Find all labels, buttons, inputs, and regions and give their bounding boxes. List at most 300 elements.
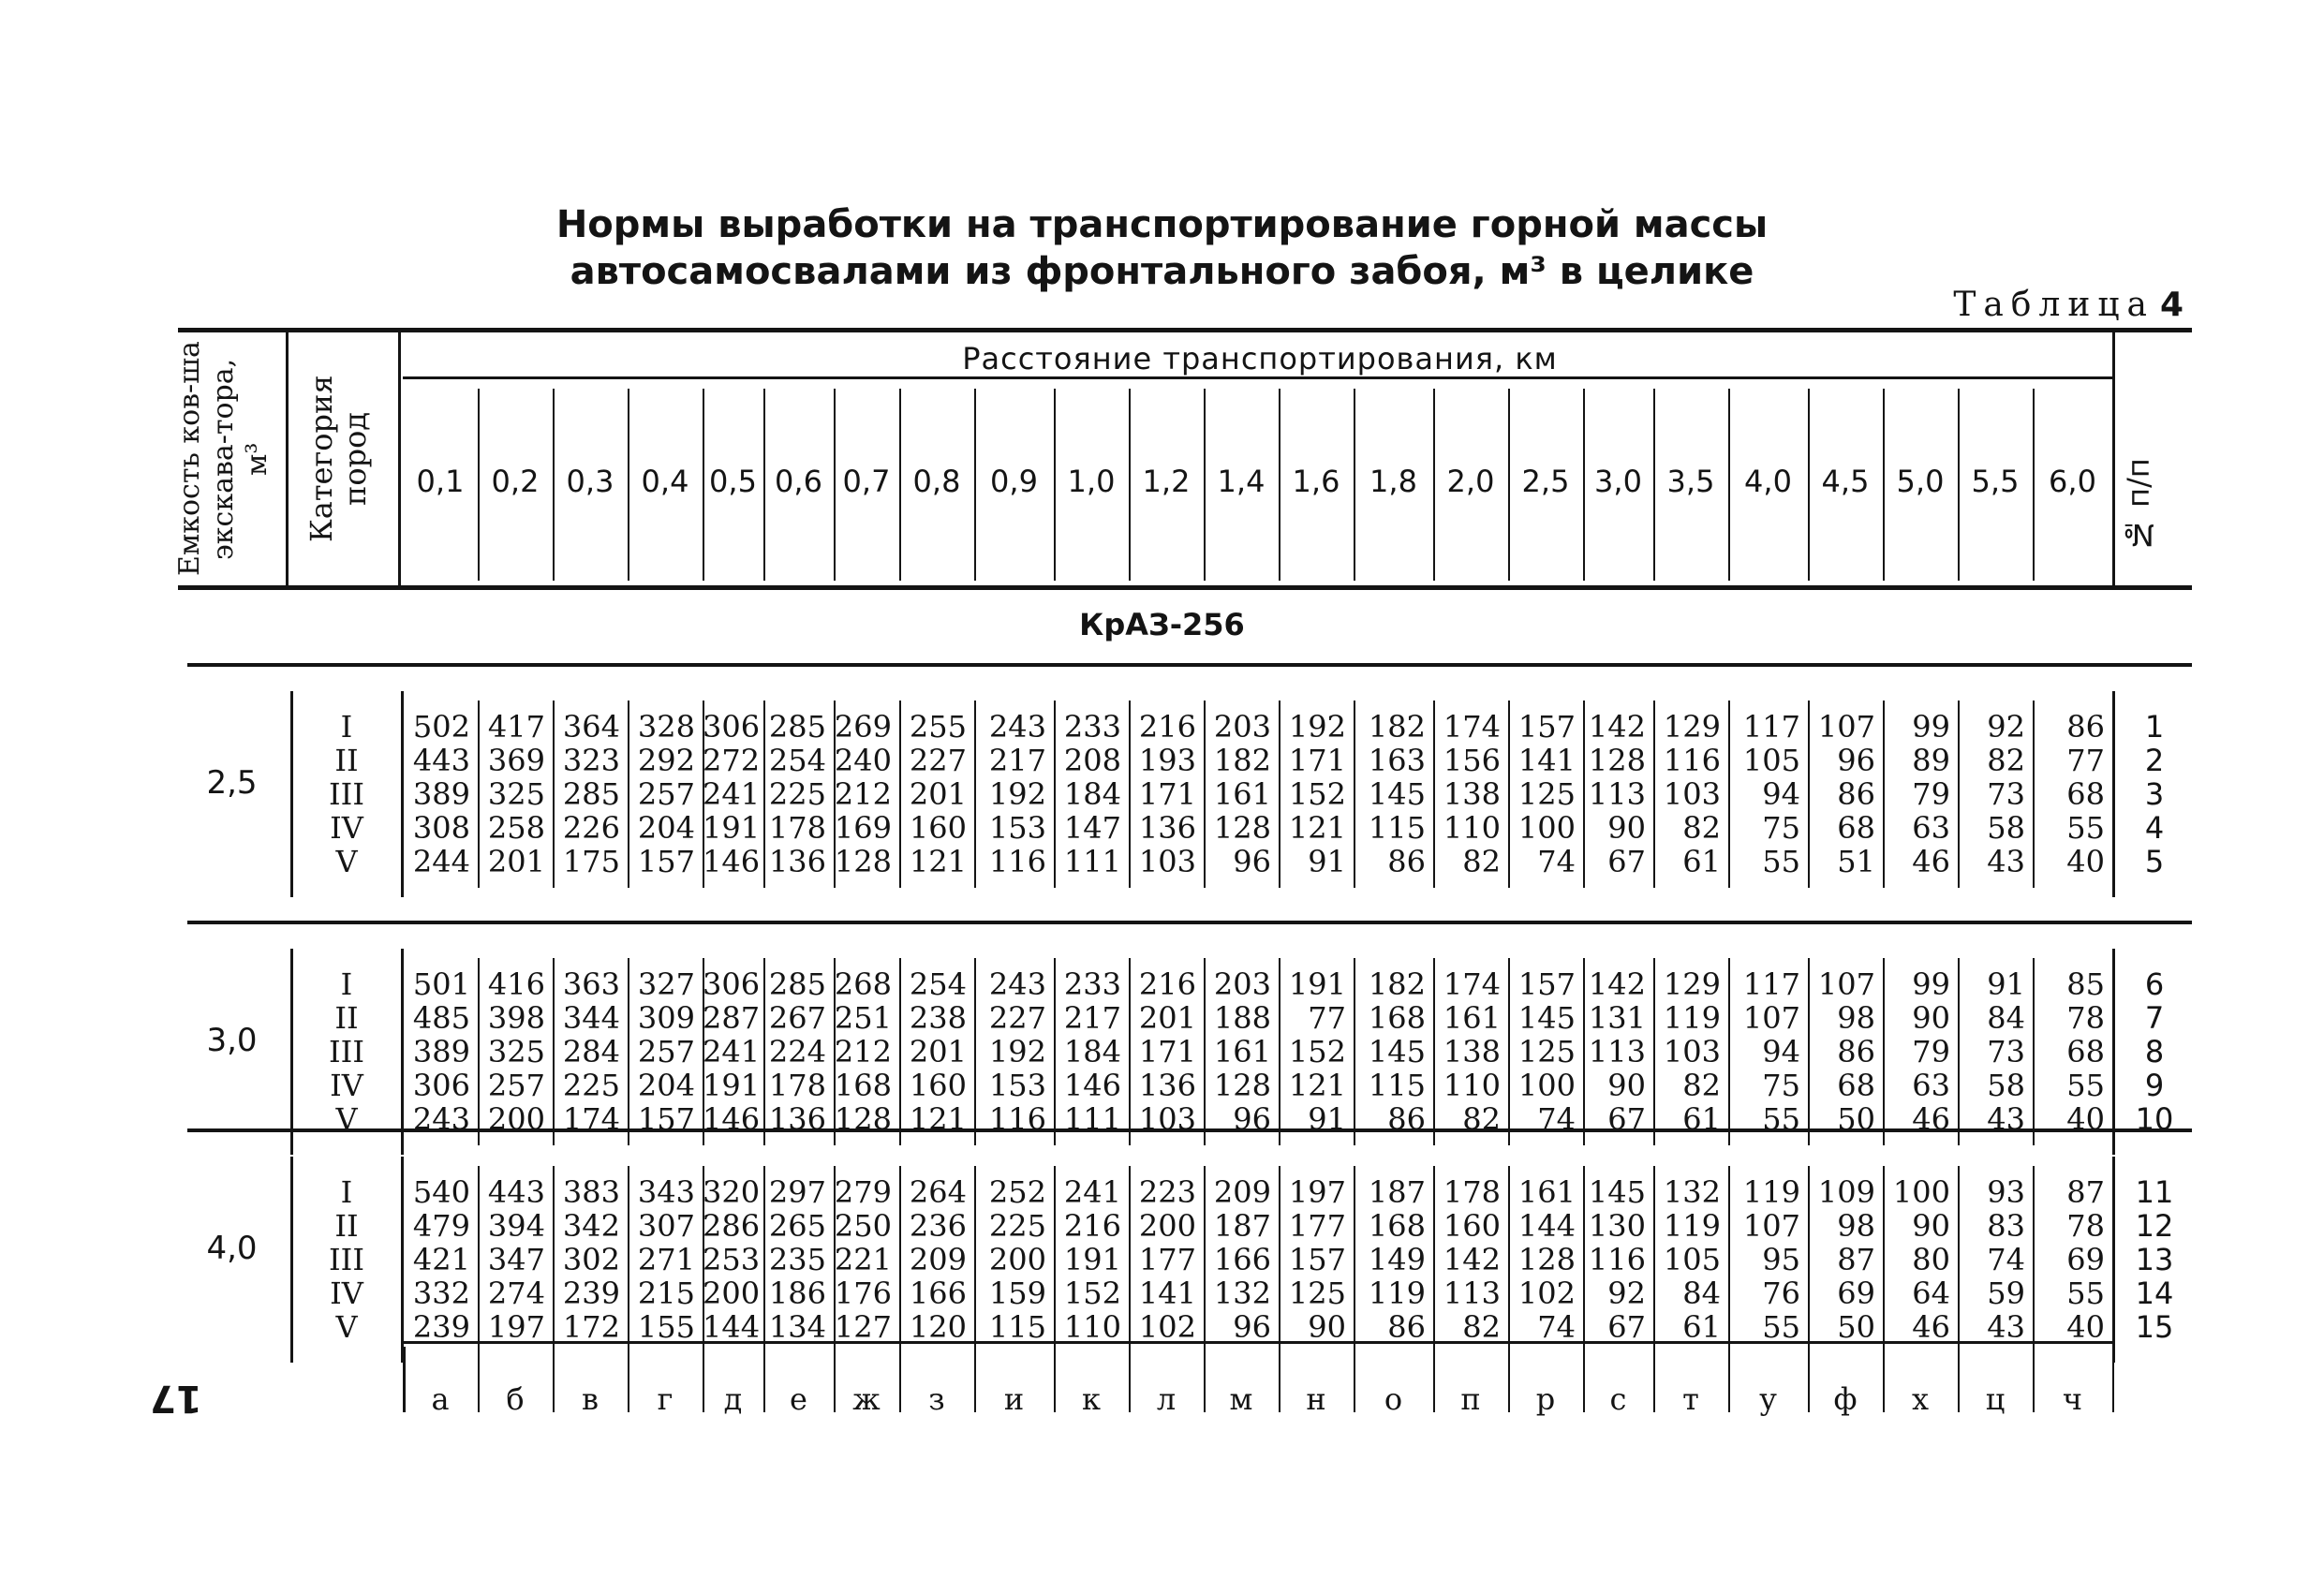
table-cell: 61 bbox=[1682, 844, 1721, 879]
table-cell: 58 bbox=[1987, 1068, 2025, 1103]
table-cell: 200 bbox=[703, 1276, 761, 1311]
distance-header: 5,5 bbox=[1971, 464, 2020, 499]
table-cell: 171 bbox=[1138, 1034, 1196, 1069]
table-cell: 171 bbox=[1288, 743, 1346, 778]
vline-block-category bbox=[290, 1157, 293, 1363]
table-cell: 306 bbox=[703, 966, 761, 1002]
table-cell: 201 bbox=[909, 776, 967, 812]
table-cell: 212 bbox=[834, 1034, 892, 1069]
table-cell: 132 bbox=[1663, 1174, 1721, 1210]
distance-header: 0,2 bbox=[491, 464, 540, 499]
table-cell: 203 bbox=[1213, 966, 1271, 1002]
distance-header: 0,5 bbox=[709, 464, 757, 499]
table-cell: 113 bbox=[1443, 1276, 1501, 1311]
table-cell: 92 bbox=[1987, 709, 2025, 745]
table-cell: 200 bbox=[1138, 1208, 1196, 1244]
table-cell: 96 bbox=[1837, 743, 1875, 778]
table-cell: 90 bbox=[1607, 810, 1646, 846]
header-category: Категория пород bbox=[303, 375, 373, 543]
table-cell: 109 bbox=[1817, 1174, 1875, 1210]
table-cell: 485 bbox=[412, 1000, 470, 1036]
table-cell: 146 bbox=[703, 844, 761, 879]
table-cell: 86 bbox=[1387, 1309, 1426, 1345]
column-letter: т bbox=[1682, 1381, 1699, 1417]
table-cell: 40 bbox=[2066, 844, 2105, 879]
table-cell: 91 bbox=[1987, 966, 2025, 1002]
category-label: I bbox=[340, 1174, 353, 1210]
rule-header-bottom bbox=[178, 585, 2192, 590]
table-cell: 332 bbox=[412, 1276, 470, 1311]
title-line-2: автосамосвалами из фронтального забоя, м³ в целике bbox=[570, 250, 1754, 293]
table-cell: 235 bbox=[768, 1242, 826, 1277]
table-cell: 142 bbox=[1588, 966, 1646, 1002]
title-line-1: Нормы выработки на транспортирование горной массы bbox=[555, 203, 1769, 246]
table-cell: 215 bbox=[637, 1276, 695, 1311]
table-cell: 479 bbox=[412, 1208, 470, 1244]
table-cell: 91 bbox=[1308, 844, 1346, 879]
table-cell: 90 bbox=[1912, 1000, 1950, 1036]
distance-header: 4,5 bbox=[1821, 464, 1870, 499]
distance-header: 2,0 bbox=[1446, 464, 1495, 499]
table-cell: 75 bbox=[1762, 1068, 1800, 1103]
table-cell: 342 bbox=[562, 1208, 620, 1244]
table-cell: 224 bbox=[768, 1034, 826, 1069]
table-cell: 69 bbox=[1837, 1276, 1875, 1311]
table-cell: 160 bbox=[1443, 1208, 1501, 1244]
table-cell: 142 bbox=[1588, 709, 1646, 745]
table-cell: 136 bbox=[768, 844, 826, 879]
row-number: 7 bbox=[2144, 1000, 2165, 1036]
table-cell: 90 bbox=[1308, 1309, 1346, 1345]
table-cell: 43 bbox=[1987, 1101, 2025, 1137]
table-cell: 241 bbox=[1063, 1174, 1121, 1210]
category-label: II bbox=[334, 1000, 359, 1036]
distance-header: 0,1 bbox=[416, 464, 465, 499]
table-cell: 201 bbox=[487, 844, 545, 879]
table-cell: 68 bbox=[1837, 810, 1875, 846]
table-cell: 159 bbox=[988, 1276, 1046, 1311]
table-cell: 174 bbox=[1443, 709, 1501, 745]
table-cell: 100 bbox=[1517, 810, 1576, 846]
table-cell: 225 bbox=[562, 1068, 620, 1103]
column-letter: с bbox=[1609, 1381, 1627, 1417]
column-letter: з bbox=[928, 1381, 945, 1417]
table-cell: 82 bbox=[1462, 1309, 1501, 1345]
row-number: 9 bbox=[2144, 1068, 2165, 1103]
column-letter: ж bbox=[852, 1381, 881, 1417]
table-cell: 204 bbox=[637, 1068, 695, 1103]
row-number: 5 bbox=[2144, 844, 2165, 879]
table-cell: 153 bbox=[988, 1068, 1046, 1103]
table-cell: 255 bbox=[909, 709, 967, 745]
table-cell: 177 bbox=[1288, 1208, 1346, 1244]
table-cell: 221 bbox=[834, 1242, 892, 1277]
table-cell: 187 bbox=[1213, 1208, 1271, 1244]
table-cell: 287 bbox=[703, 1000, 761, 1036]
table-cell: 268 bbox=[834, 966, 892, 1002]
distance-header: 0,3 bbox=[566, 464, 614, 499]
table-cell: 86 bbox=[1837, 776, 1875, 812]
table-cell: 178 bbox=[768, 810, 826, 846]
table-cell: 191 bbox=[1288, 966, 1346, 1002]
row-number: 11 bbox=[2135, 1174, 2174, 1210]
table-cell: 182 bbox=[1368, 709, 1426, 745]
table-cell: 128 bbox=[1588, 743, 1646, 778]
table-cell: 90 bbox=[1607, 1068, 1646, 1103]
table-cell: 146 bbox=[703, 1101, 761, 1137]
rule-block-1 bbox=[187, 663, 2192, 667]
table-cell: 182 bbox=[1213, 743, 1271, 778]
table-cell: 251 bbox=[834, 1000, 892, 1036]
table-cell: 59 bbox=[1987, 1276, 2025, 1311]
section-label-kraz: КрАЗ-256 bbox=[1079, 607, 1245, 642]
table-cell: 174 bbox=[562, 1101, 620, 1137]
row-number: 15 bbox=[2135, 1309, 2174, 1345]
table-cell: 284 bbox=[562, 1034, 620, 1069]
table-cell: 161 bbox=[1213, 1034, 1271, 1069]
table-cell: 193 bbox=[1138, 743, 1196, 778]
table-cell: 40 bbox=[2066, 1309, 2105, 1345]
table-cell: 209 bbox=[1213, 1174, 1271, 1210]
column-letter: е bbox=[790, 1381, 807, 1417]
table-cell: 142 bbox=[1443, 1242, 1501, 1277]
table-cell: 131 bbox=[1588, 1000, 1646, 1036]
table-cell: 116 bbox=[1663, 743, 1721, 778]
table-cell: 82 bbox=[1462, 844, 1501, 879]
table-cell: 147 bbox=[1063, 810, 1121, 846]
row-number: 12 bbox=[2135, 1208, 2174, 1244]
header-capacity: Емкость ков-ша экскава-тора, м³ bbox=[173, 341, 274, 577]
table-cell: 306 bbox=[703, 709, 761, 745]
table-cell: 43 bbox=[1987, 1309, 2025, 1345]
table-cell: 327 bbox=[637, 966, 695, 1002]
table-cell: 226 bbox=[562, 810, 620, 846]
table-cell: 257 bbox=[637, 1034, 695, 1069]
rule-top bbox=[178, 328, 2192, 332]
distance-header: 3,5 bbox=[1666, 464, 1715, 499]
table-cell: 74 bbox=[1987, 1242, 2025, 1277]
table-cell: 152 bbox=[1288, 1034, 1346, 1069]
table-cell: 272 bbox=[703, 743, 761, 778]
table-cell: 119 bbox=[1368, 1276, 1426, 1311]
table-cell: 279 bbox=[834, 1174, 892, 1210]
table-cell: 80 bbox=[1912, 1242, 1950, 1277]
row-number: 1 bbox=[2144, 709, 2165, 745]
table-cell: 107 bbox=[1817, 966, 1875, 1002]
table-cell: 254 bbox=[909, 966, 967, 1002]
table-cell: 55 bbox=[1762, 1101, 1800, 1137]
table-cell: 152 bbox=[1288, 776, 1346, 812]
table-cell: 201 bbox=[909, 1034, 967, 1069]
category-label: V bbox=[335, 844, 358, 879]
table-cell: 136 bbox=[768, 1101, 826, 1137]
distance-header: 1,8 bbox=[1369, 464, 1417, 499]
table-cell: 121 bbox=[909, 1101, 967, 1137]
table-cell: 98 bbox=[1837, 1208, 1875, 1244]
category-label: III bbox=[329, 1242, 364, 1277]
category-label: V bbox=[335, 1309, 358, 1345]
table-cell: 77 bbox=[2066, 743, 2105, 778]
table-cell: 99 bbox=[1912, 709, 1950, 745]
table-cell: 328 bbox=[637, 709, 695, 745]
table-cell: 443 bbox=[412, 743, 470, 778]
table-cell: 297 bbox=[768, 1174, 826, 1210]
table-cell: 502 bbox=[412, 709, 470, 745]
table-cell: 110 bbox=[1443, 1068, 1501, 1103]
table-cell: 82 bbox=[1987, 743, 2025, 778]
table-cell: 145 bbox=[1588, 1174, 1646, 1210]
table-cell: 79 bbox=[1912, 1034, 1950, 1069]
table-cell: 55 bbox=[2066, 810, 2105, 846]
table-cell: 166 bbox=[909, 1276, 967, 1311]
table-cell: 107 bbox=[1817, 709, 1875, 745]
table-cell: 421 bbox=[412, 1242, 470, 1277]
header-distance-title: Расстояние транспортирования, км bbox=[962, 341, 1558, 376]
column-letter: п bbox=[1460, 1381, 1481, 1417]
row-number: 13 bbox=[2135, 1242, 2174, 1277]
table-title bbox=[0, 201, 2324, 295]
table-cell: 116 bbox=[988, 844, 1046, 879]
table-cell: 68 bbox=[2066, 776, 2105, 812]
table-cell: 67 bbox=[1607, 1101, 1646, 1137]
table-cell: 121 bbox=[1288, 1068, 1346, 1103]
table-cell: 233 bbox=[1063, 966, 1121, 1002]
table-cell: 77 bbox=[1308, 1000, 1346, 1036]
rule-distance bbox=[403, 376, 2112, 379]
table-cell: 227 bbox=[988, 1000, 1046, 1036]
table-cell: 93 bbox=[1987, 1174, 2025, 1210]
table-cell: 347 bbox=[487, 1242, 545, 1277]
table-cell: 192 bbox=[988, 776, 1046, 812]
table-cell: 141 bbox=[1138, 1276, 1196, 1311]
table-cell: 92 bbox=[1607, 1276, 1646, 1311]
table-cell: 64 bbox=[1912, 1276, 1950, 1311]
category-label: IV bbox=[330, 810, 363, 846]
vline-category bbox=[398, 332, 401, 585]
table-cell: 144 bbox=[703, 1309, 761, 1345]
column-letter: г bbox=[657, 1381, 674, 1417]
table-cell: 105 bbox=[1742, 743, 1800, 778]
table-cell: 209 bbox=[909, 1242, 967, 1277]
distance-header: 1,6 bbox=[1292, 464, 1340, 499]
table-cell: 116 bbox=[1588, 1242, 1646, 1277]
table-cell: 86 bbox=[1387, 844, 1426, 879]
table-cell: 188 bbox=[1213, 1000, 1271, 1036]
header-row-number: № п/п bbox=[2121, 458, 2156, 553]
table-cell: 68 bbox=[1837, 1068, 1875, 1103]
vline-letter bbox=[2112, 1347, 2114, 1412]
table-cell: 417 bbox=[487, 709, 545, 745]
table-cell: 191 bbox=[703, 1068, 761, 1103]
table-cell: 203 bbox=[1213, 709, 1271, 745]
vline-block-category bbox=[290, 949, 293, 1155]
column-letter: л bbox=[1156, 1381, 1177, 1417]
table-cell: 119 bbox=[1663, 1208, 1721, 1244]
table-cell: 152 bbox=[1063, 1276, 1121, 1311]
table-cell: 78 bbox=[2066, 1208, 2105, 1244]
table-cell: 258 bbox=[487, 810, 545, 846]
distance-header: 4,0 bbox=[1744, 464, 1792, 499]
table-cell: 292 bbox=[637, 743, 695, 778]
row-number: 2 bbox=[2144, 743, 2165, 778]
table-cell: 129 bbox=[1663, 709, 1721, 745]
table-cell: 191 bbox=[1063, 1242, 1121, 1277]
table-cell: 67 bbox=[1607, 1309, 1646, 1345]
table-cell: 398 bbox=[487, 1000, 545, 1036]
column-letter: р bbox=[1535, 1381, 1556, 1417]
column-letter: н bbox=[1306, 1381, 1326, 1417]
distance-header: 0,4 bbox=[641, 464, 689, 499]
table-cell: 200 bbox=[988, 1242, 1046, 1277]
table-cell: 50 bbox=[1837, 1309, 1875, 1345]
table-cell: 161 bbox=[1213, 776, 1271, 812]
table-cell: 174 bbox=[1443, 966, 1501, 1002]
table-cell: 51 bbox=[1837, 844, 1875, 879]
table-cell: 117 bbox=[1742, 966, 1800, 1002]
table-cell: 168 bbox=[1368, 1000, 1426, 1036]
table-cell: 84 bbox=[1987, 1000, 2025, 1036]
table-cell: 111 bbox=[1063, 844, 1121, 879]
table-cell: 107 bbox=[1742, 1000, 1800, 1036]
distance-header: 0,9 bbox=[990, 464, 1038, 499]
table-cell: 267 bbox=[768, 1000, 826, 1036]
table-cell: 285 bbox=[768, 966, 826, 1002]
vline-capacity bbox=[286, 332, 289, 585]
category-label: I bbox=[340, 709, 353, 745]
table-cell: 100 bbox=[1892, 1174, 1950, 1210]
table-cell: 43 bbox=[1987, 844, 2025, 879]
table-cell: 74 bbox=[1537, 1101, 1576, 1137]
distance-header: 3,0 bbox=[1594, 464, 1642, 499]
table-cell: 182 bbox=[1368, 966, 1426, 1002]
table-cell: 250 bbox=[834, 1208, 892, 1244]
table-cell: 389 bbox=[412, 1034, 470, 1069]
table-cell: 94 bbox=[1762, 1034, 1800, 1069]
distance-header: 6,0 bbox=[2049, 464, 2096, 499]
table-cell: 73 bbox=[1987, 1034, 2025, 1069]
column-letter: о bbox=[1384, 1381, 1403, 1417]
table-cell: 100 bbox=[1517, 1068, 1576, 1103]
table-cell: 540 bbox=[412, 1174, 470, 1210]
table-cell: 74 bbox=[1537, 1309, 1576, 1345]
table-cell: 184 bbox=[1063, 1034, 1121, 1069]
table-cell: 128 bbox=[834, 1101, 892, 1137]
table-cell: 216 bbox=[1138, 709, 1196, 745]
column-letter: б bbox=[506, 1381, 525, 1417]
table-cell: 121 bbox=[909, 844, 967, 879]
table-cell: 74 bbox=[1537, 844, 1576, 879]
table-cell: 369 bbox=[487, 743, 545, 778]
distance-header: 1,2 bbox=[1142, 464, 1191, 499]
table-cell: 252 bbox=[988, 1174, 1046, 1210]
vline-block-rown bbox=[2112, 949, 2115, 1155]
table-cell: 271 bbox=[637, 1242, 695, 1277]
table-cell: 239 bbox=[562, 1276, 620, 1311]
table-cell: 285 bbox=[768, 709, 826, 745]
table-cell: 50 bbox=[1837, 1101, 1875, 1137]
table-cell: 95 bbox=[1762, 1242, 1800, 1277]
distance-header: 1,4 bbox=[1217, 464, 1266, 499]
table-cell: 363 bbox=[562, 966, 620, 1002]
table-cell: 84 bbox=[1682, 1276, 1721, 1311]
table-cell: 157 bbox=[1517, 966, 1576, 1002]
column-letter: к bbox=[1082, 1381, 1101, 1417]
table-cell: 128 bbox=[1213, 1068, 1271, 1103]
table-cell: 115 bbox=[1368, 1068, 1426, 1103]
column-letter: в bbox=[581, 1381, 599, 1417]
table-cell: 383 bbox=[562, 1174, 620, 1210]
table-cell: 129 bbox=[1663, 966, 1721, 1002]
capacity-value: 2,5 bbox=[206, 763, 258, 802]
table-cell: 116 bbox=[988, 1101, 1046, 1137]
table-cell: 136 bbox=[1138, 1068, 1196, 1103]
table-cell: 69 bbox=[2066, 1242, 2105, 1277]
table-cell: 119 bbox=[1663, 1000, 1721, 1036]
table-cell: 161 bbox=[1443, 1000, 1501, 1036]
table-cell: 243 bbox=[412, 1101, 470, 1137]
table-cell: 78 bbox=[2066, 1000, 2105, 1036]
column-letter: и bbox=[1003, 1381, 1025, 1417]
table-cell: 323 bbox=[562, 743, 620, 778]
table-cell: 86 bbox=[2066, 709, 2105, 745]
table-cell: 138 bbox=[1443, 776, 1501, 812]
table-cell: 103 bbox=[1663, 1034, 1721, 1069]
table-cell: 285 bbox=[562, 776, 620, 812]
table-cell: 127 bbox=[834, 1309, 892, 1345]
table-cell: 103 bbox=[1663, 776, 1721, 812]
table-cell: 227 bbox=[909, 743, 967, 778]
table-cell: 168 bbox=[834, 1068, 892, 1103]
row-number: 4 bbox=[2144, 810, 2165, 846]
table-cell: 416 bbox=[487, 966, 545, 1002]
table-cell: 138 bbox=[1443, 1034, 1501, 1069]
table-cell: 67 bbox=[1607, 844, 1646, 879]
table-cell: 217 bbox=[1063, 1000, 1121, 1036]
table-number: 4 bbox=[2159, 286, 2183, 324]
table-cell: 253 bbox=[703, 1242, 761, 1277]
table-cell: 204 bbox=[637, 810, 695, 846]
table-cell: 117 bbox=[1742, 709, 1800, 745]
table-cell: 160 bbox=[909, 810, 967, 846]
distance-header: 2,5 bbox=[1521, 464, 1570, 499]
table-cell: 149 bbox=[1368, 1242, 1426, 1277]
distance-header: 0,7 bbox=[842, 464, 891, 499]
table-cell: 105 bbox=[1663, 1242, 1721, 1277]
column-letter: ч bbox=[2062, 1381, 2083, 1417]
table-cell: 325 bbox=[487, 776, 545, 812]
table-cell: 238 bbox=[909, 1000, 967, 1036]
table-cell: 175 bbox=[562, 844, 620, 879]
table-cell: 163 bbox=[1368, 743, 1426, 778]
table-cell: 192 bbox=[1288, 709, 1346, 745]
table-cell: 46 bbox=[1912, 844, 1950, 879]
table-cell: 265 bbox=[768, 1208, 826, 1244]
table-cell: 364 bbox=[562, 709, 620, 745]
category-label: II bbox=[334, 743, 359, 778]
table-cell: 144 bbox=[1517, 1208, 1576, 1244]
table-cell: 85 bbox=[2066, 966, 2105, 1002]
table-cell: 223 bbox=[1138, 1174, 1196, 1210]
page-number: 17 bbox=[150, 1377, 202, 1420]
table-cell: 187 bbox=[1368, 1174, 1426, 1210]
table-cell: 157 bbox=[637, 844, 695, 879]
table-cell: 254 bbox=[768, 743, 826, 778]
table-cell: 128 bbox=[1213, 810, 1271, 846]
table-cell: 145 bbox=[1368, 776, 1426, 812]
table-cell: 212 bbox=[834, 776, 892, 812]
column-letter: м bbox=[1229, 1381, 1253, 1417]
table-cell: 178 bbox=[768, 1068, 826, 1103]
